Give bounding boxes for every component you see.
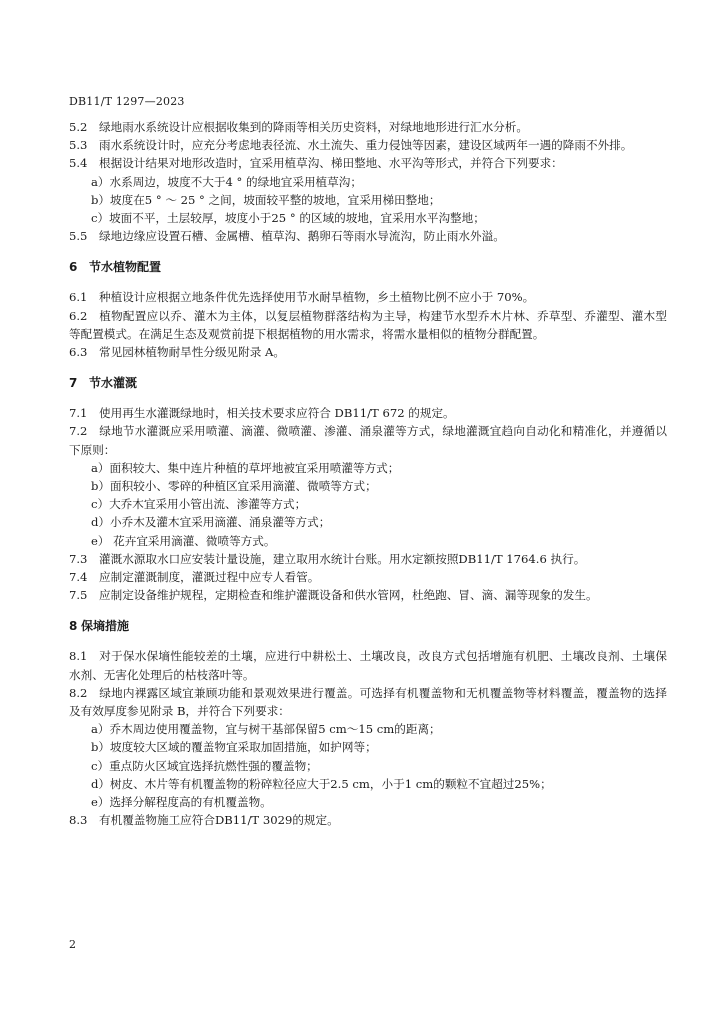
list-item: c）大乔木宜采用小管出流、渗灌等方式； (91, 497, 307, 512)
list-item: b）面积较小、零碎的种植区宜采用滴灌、微喷等方式； (91, 479, 377, 494)
clause-8-3: 8.3 有机覆盖物施工应符合DB11/T 3029的规定。 (69, 813, 339, 828)
list-item: e） 花卉宜采用滴灌、微喷等方式。 (91, 533, 276, 548)
list-item: a）面积较大、集中连片种植的草坪地被宜采用喷灌等方式； (91, 460, 400, 475)
list-item: d）树皮、木片等有机覆盖物的粉碎粒径应大于2.5 cm，小于1 cm的颗粒不宜超过25%； (91, 776, 552, 791)
clause-5-3: 5.3 雨水系统设计时，应充分考虑地表径流、水土流失、重力侵蚀等因素，建设区域两年一遇的降雨不外排。 (69, 138, 633, 153)
list-item: a）乔木周边使用覆盖物，宜与树干基部保留5 cm～15 cm的距离； (91, 722, 441, 737)
clause-7-5: 7.5 应制定设备维护规程，定期检查和维护灌溉设备和供水管网，杜绝跑、冒、滴、漏等现象的发生。 (69, 588, 598, 603)
clause-7-3: 7.3 灌溉水源取水口应安装计量设施，建立取用水统计台账。用水定额按照DB11/T 1764.6 执行。 (69, 551, 586, 566)
section-heading-7: 7 节水灌溉 (69, 376, 138, 391)
clause-8-2: 8.2 绿地内裸露区域宜兼顾功能和景观效果进行覆盖。可选择有机覆盖物和无机覆盖物等材料覆盖，覆盖物的选择及有效厚度参见附录 B，并符合下列要求： (69, 685, 667, 719)
list-item: c）重点防火区域宜选择抗燃性强的覆盖物； (91, 758, 318, 773)
clause-7-2: 7.2 绿地节水灌溉应采用喷灌、滴灌、微喷灌、渗灌、涌泉灌等方式，绿地灌溉宜趋向自动化和精准化，并遵循以下原则： (69, 424, 667, 457)
clause-5-4: 5.4 根据设计结果对地形改造时，宜采用植草沟、梯田整地、水平沟等形式，并符合下列要求： (69, 156, 563, 171)
clause-7-1: 7.1 使用再生水灌溉绿地时，相关技术要求应符合 DB11/T 672 的规定。 (69, 406, 455, 421)
clause-7-4: 7.4 应制定灌溉制度，灌溉过程中应专人看管。 (69, 570, 320, 585)
list-item: e）选择分解程度高的有机覆盖物。 (91, 795, 272, 810)
section-heading-8: 8 保墒措施 (69, 619, 130, 634)
list-item: d）小乔木及灌木宜采用滴灌、涌泉灌等方式； (91, 515, 331, 530)
clause-5-5: 5.5 绿地边缘应设置石槽、金属槽、植草沟、鹅卵石等雨水导流沟，防止雨水外溢。 (69, 229, 505, 244)
document-body (69, 118, 667, 830)
list-item: c）坡面不平，土层较厚，坡度小于25 ° 的区域的坡地，宜采用水平沟整地； (91, 211, 485, 226)
section-heading-6: 6 节水植物配置 (69, 260, 162, 275)
page-number: 2 (69, 938, 76, 951)
clause-6-2: 6.2 植物配置应以乔、灌木为主体，以复层植物群落结构为主导，构建节水型乔木片林、乔草型、乔灌型、灌木型等配置模式。在满足生态及观赏前提下根据植物的用水需求，将需水量相似的植物分群配置。 (69, 308, 667, 341)
list-item: b）坡度在5 ° ～ 25 ° 之间，坡面较平整的坡地，宜采用梯田整地； (91, 192, 441, 207)
clause-5-2: 5.2 绿地雨水系统设计应根据收集到的降雨等相关历史资料，对绿地地形进行汇水分析。 (69, 120, 528, 134)
standard-code-header: DB11/T 1297—2023 (69, 95, 185, 108)
clause-6-1: 6.1 种植设计应根据立地条件优先选择使用节水耐旱植物，乡土植物比例不应小于 70%。 (69, 290, 535, 305)
list-item: b）坡度较大区域的覆盖物宜采取加固措施，如护网等； (91, 740, 377, 755)
clause-8-1: 8.1 对于保水保墒性能较差的土壤，应进行中耕松土、土壤改良，改良方式包括增施有机肥、土壤改良剂、土壤保水剂、无害化处理后的枯枝落叶等。 (69, 649, 667, 682)
clause-6-3: 6.3 常见园林植物耐旱性分级见附录 A。 (69, 345, 285, 360)
list-item: a）水系周边，坡度不大于4 ° 的绿地宜采用植草沟； (91, 174, 362, 189)
